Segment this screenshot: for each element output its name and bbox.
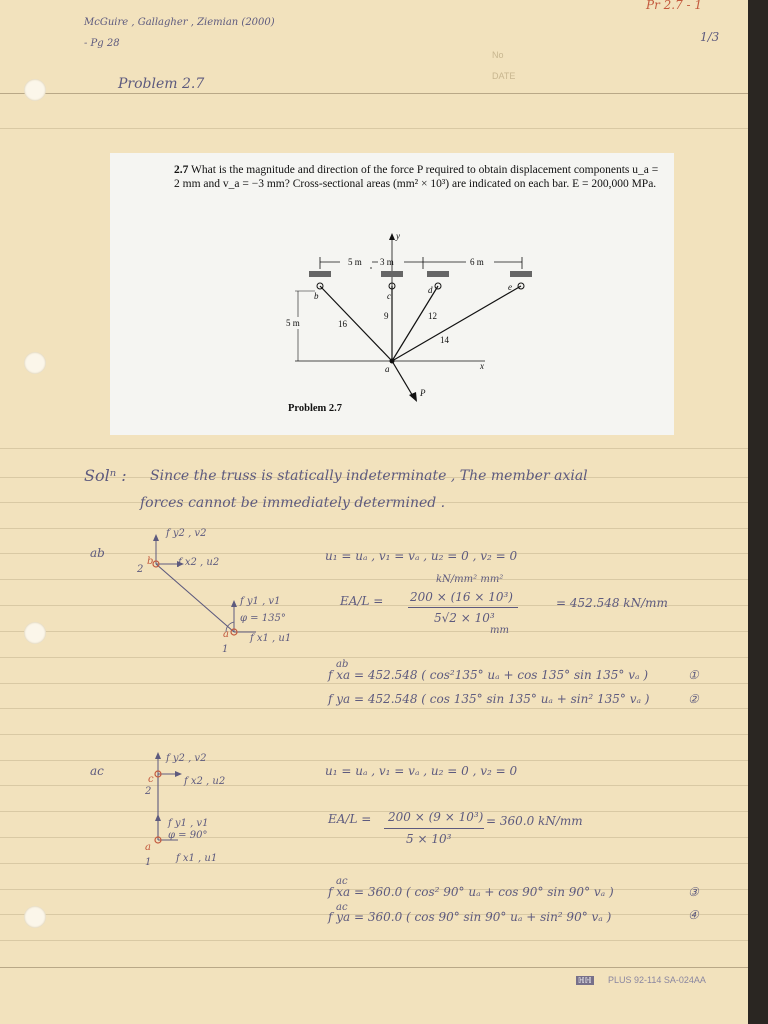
ab-node-a: a — [223, 629, 229, 640]
authors: McGuire , Gallagher , Ziemian (2000) — [84, 17, 275, 28]
ac-boundary-conditions: u₁ = uₐ , v₁ = vₐ , u₂ = 0 , v₂ = 0 — [325, 764, 518, 778]
truss-figure — [110, 153, 674, 435]
ab-node-b: b — [147, 556, 154, 567]
bar-ad — [392, 286, 438, 361]
ab-bottom-x: f x1 , u1 — [250, 633, 292, 644]
solution-label: Solⁿ : — [84, 466, 127, 485]
ab-ea-value: = 452.548 kN/mm — [556, 596, 668, 610]
support-c — [381, 271, 403, 277]
ab-fy-equation: f ya = 452.548 ( cos 135° sin 135° uₐ + sin² 135° vₐ ) — [328, 692, 650, 706]
solution-line-2: forces cannot be immediately determined . — [140, 495, 446, 511]
ab-angle: φ = 135° — [240, 613, 286, 624]
ab-ea-unit: mm — [490, 625, 509, 636]
node-label-a: a — [385, 364, 390, 374]
equation-3-marker: ③ — [688, 885, 699, 899]
equation-4-marker: ④ — [688, 908, 699, 922]
ab-top-x: f x2 , u2 — [178, 557, 220, 568]
support-e — [510, 271, 532, 277]
equation-1-marker: ① — [688, 668, 699, 682]
brand-label: PLUS 92-114 SA-024AA — [608, 975, 706, 985]
node-label-b: b — [314, 291, 319, 301]
page-reference: - Pg 28 — [84, 38, 120, 49]
ac-node-a: a — [145, 842, 151, 853]
ac-fraction-bar — [384, 828, 484, 829]
ac-node-1: 1 — [145, 857, 152, 868]
punch-hole-bottom — [24, 906, 46, 928]
ac-ea-label: EA/L = — [328, 812, 372, 826]
member-ab-sketch — [130, 530, 260, 660]
ab-ea-label: EA/L = — [340, 594, 384, 608]
ac-ea-value: = 360.0 kN/mm — [486, 814, 583, 828]
support-b — [309, 271, 331, 277]
ab-node-1: 1 — [222, 644, 229, 655]
member-ac-tag: ac — [90, 764, 104, 778]
x-axis-label: x — [480, 361, 484, 371]
problem-number: 2.7 — [174, 164, 189, 176]
ab-fraction-bar — [408, 607, 518, 608]
node-label-c: c — [387, 291, 391, 301]
area-ad: 12 — [428, 311, 437, 321]
node-label-e: e — [508, 282, 512, 292]
ac-node-c: c — [148, 774, 154, 785]
support-d — [427, 271, 449, 277]
node-label-d: d — [428, 285, 433, 295]
bar-ab — [320, 286, 392, 361]
ac-bottom-forces: f y1 , v1 — [168, 818, 209, 829]
ab-bottom-forces: f y1 , v1 — [240, 596, 281, 607]
y-axis-arrow — [389, 233, 395, 240]
textbook-clipping — [110, 153, 674, 435]
y-axis-label: y — [396, 231, 400, 241]
ab-ea-denominator: 5√2 × 10³ — [434, 611, 495, 625]
ac-bottom-x: f x1 , u1 — [176, 853, 218, 864]
punch-hole-top — [24, 79, 46, 101]
ab-units: kN/mm² mm² — [436, 574, 504, 585]
figure-caption: Problem 2.7 — [288, 403, 343, 414]
brand-badge: ℍℍ — [578, 976, 592, 985]
ac-top-x: f x2 , u2 — [184, 776, 226, 787]
force-p-arrow — [409, 392, 417, 402]
equation-2-marker: ② — [688, 692, 699, 706]
ab-top-forces: f y2 , v2 — [166, 528, 207, 539]
area-ae: 14 — [440, 335, 449, 345]
area-ac: 9 — [384, 311, 389, 321]
ab-fx-equation: f xa = 452.548 ( cos²135° uₐ + cos 135° sin 135° vₐ ) — [328, 668, 649, 682]
dim-label-1: 5 m — [348, 257, 362, 267]
ac-fy-superscript: ac — [336, 902, 348, 913]
date-label: DATE — [492, 71, 516, 81]
force-p-label: P — [420, 388, 426, 398]
ac-angle: φ = 90° — [168, 830, 208, 841]
height-label: 5 m — [286, 318, 300, 328]
area-ab: 16 — [338, 319, 347, 329]
no-label: No — [492, 50, 504, 60]
page-id: Pr 2.7 - 1 — [646, 0, 703, 12]
solution-line-1: Since the truss is statically indeterminate , The member axial — [150, 468, 588, 484]
dim-label-3: 6 m — [470, 257, 484, 267]
ab-node-2: 2 — [137, 564, 144, 575]
force-p-line — [392, 361, 414, 398]
ac-top-forces: f y2 , v2 — [166, 753, 207, 764]
page-title: Problem 2.7 — [118, 76, 205, 92]
ac-ea-denominator: 5 × 10³ — [406, 832, 452, 846]
ac-ea-numerator: 200 × (9 × 10³) — [388, 810, 484, 824]
bar-ae — [392, 286, 521, 361]
problem-text: What is the magnitude and direction of the force P required to obtain displacement components u_a = 2 mm and v_a = −3 mm? Cross-sectional areas (mm² × 10³) are indicated on each bar. E = 200,000 MPa. — [174, 164, 659, 190]
page-count: 1/3 — [700, 30, 720, 44]
ab-ea-numerator: 200 × (16 × 10³) — [410, 590, 513, 604]
punch-hole-lower — [24, 622, 46, 644]
ac-fx-superscript: ac — [336, 876, 348, 887]
ac-node-2: 2 — [145, 786, 152, 797]
ab-boundary-conditions: u₁ = uₐ , v₁ = vₐ , u₂ = 0 , v₂ = 0 — [325, 549, 518, 563]
dim-label-2: 3 m — [380, 257, 394, 267]
ac-fy-equation: f ya = 360.0 ( cos 90° sin 90° uₐ + sin² 90° vₐ ) — [328, 910, 612, 924]
ab-fx-superscript: ab — [336, 659, 349, 670]
punch-hole-middle — [24, 352, 46, 374]
ac-fx-equation: f xa = 360.0 ( cos² 90° uₐ + cos 90° sin 90° vₐ ) — [328, 885, 614, 899]
member-ac-sketch — [140, 752, 220, 862]
member-ab-tag: ab — [90, 546, 105, 560]
